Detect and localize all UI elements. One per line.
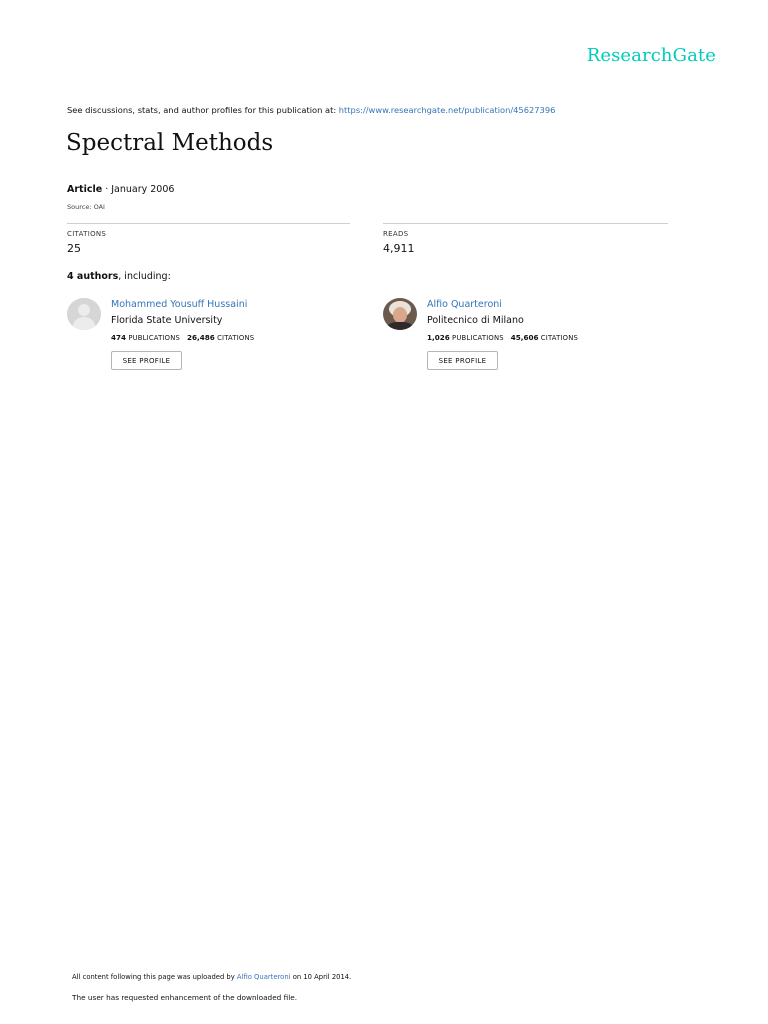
see-profile-button[interactable]: SEE PROFILE [111, 351, 182, 370]
author-citations-count: 45,606 [510, 333, 539, 342]
author-publications-label: PUBLICATIONS [452, 334, 504, 342]
authors-including: , including: [118, 271, 171, 282]
author-institution: Florida State University [111, 315, 223, 326]
citations-stat [67, 230, 106, 255]
reads-value: 4,911 [383, 242, 415, 255]
author-institution: Politecnico di Milano [427, 315, 524, 326]
intro-line [67, 105, 555, 115]
reads-label: READS [383, 230, 409, 238]
author-publications-count: 474 [111, 333, 127, 342]
author-publications-count: 1,026 [427, 333, 450, 342]
author-citations-label: CITATIONS [217, 334, 255, 342]
upload-suffix: on 10 April 2014. [290, 973, 352, 981]
researchgate-logo[interactable]: ResearchGate [586, 45, 716, 66]
intro-text: See discussions, stats, and author profiles for this publication at: [67, 105, 339, 115]
author-name[interactable]: Alfio Quarteroni [427, 299, 502, 310]
divider-right [383, 223, 668, 224]
publication-date: · January 2006 [102, 184, 175, 195]
publication-type: Article [67, 184, 103, 195]
author-photo[interactable] [383, 298, 417, 330]
see-profile-button[interactable]: SEE PROFILE [427, 351, 498, 370]
default-avatar-icon[interactable] [67, 298, 101, 330]
reads-stat [383, 230, 415, 255]
page-title: Spectral Methods [66, 130, 274, 156]
upload-prefix: All content following this page was uploaded by [72, 973, 237, 981]
publication-meta [67, 184, 174, 195]
uploader-link[interactable]: Alfio Quarteroni [236, 973, 291, 981]
author-stats [427, 333, 578, 342]
publication-source: Source: OAI [67, 203, 105, 211]
author-citations-count: 26,486 [187, 333, 215, 342]
authors-count: 4 authors [67, 271, 119, 282]
author-name[interactable]: Mohammed Yousuff Hussaini [111, 299, 248, 310]
author-citations-label: CITATIONS [540, 334, 578, 342]
authors-summary [67, 271, 171, 282]
enhancement-note: The user has requested enhancement of the downloaded file. [72, 993, 298, 1002]
citations-value: 25 [67, 242, 81, 255]
author-stats [111, 333, 254, 342]
upload-notice [72, 973, 351, 981]
divider-left [67, 223, 350, 224]
author-publications-label: PUBLICATIONS [128, 334, 181, 342]
publication-link[interactable]: https://www.researchgate.net/publication/45627396 [338, 105, 556, 115]
citations-label: CITATIONS [67, 230, 107, 238]
